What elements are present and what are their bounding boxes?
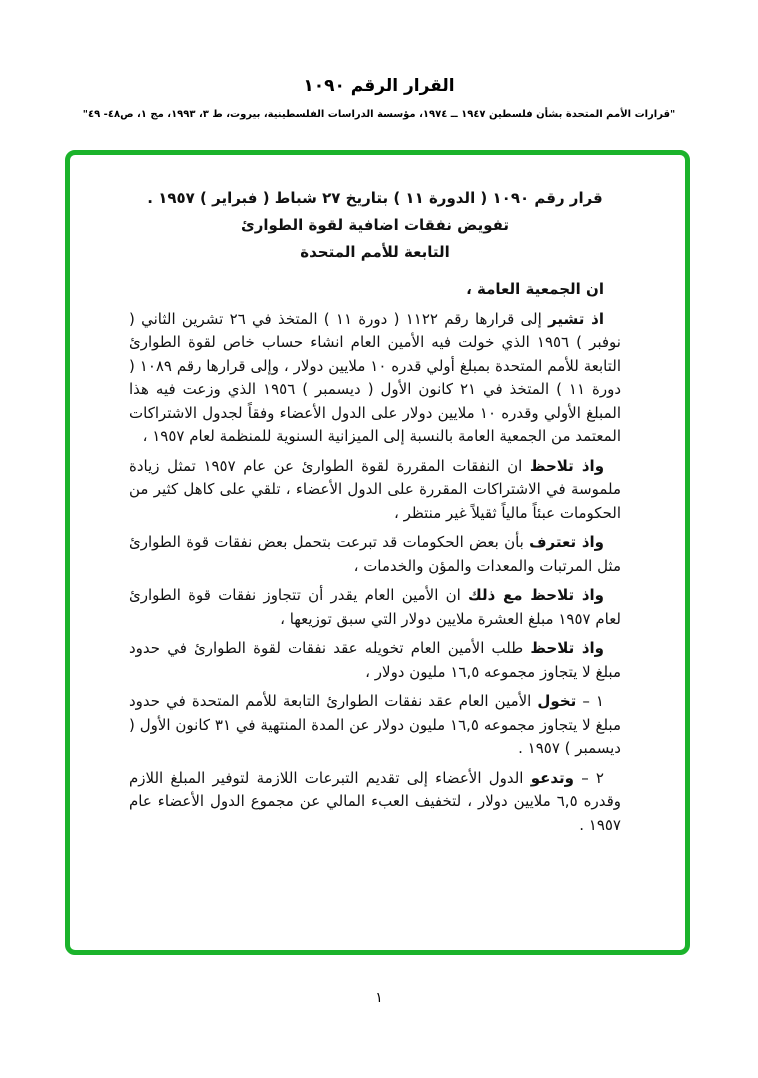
paragraph [129, 531, 621, 578]
paragraph-lead: واذ تلاحظ [530, 639, 605, 657]
paragraph-text: إلى قرارها رقم ١١٢٢ ( دورة ١١ ) المتخذ في ٢٦ تشرين الثاني ( نوفبر ) ١٩٥٦ الذي خولت فيه الأمين العام انشاء حساب خاص لقوة الطوارئ التابعة للأمم المتحدة بمبلغ أولي قدره ١٠ ملايين دولار ، وإلى قرارها رقم ١٠٨٩ ( دورة ١١ ) المتخذ في ٢١ كانون الأول ( ديسمبر ) ١٩٥٦ الذي وزعت فيه هذا المبلغ الأولي وقدره ١٠ ملايين دولار على الدول الأعضاء وفقاً لجدول الاشتراكات المعتمد من الجمعية العامة بالنسبة إلى الميزانية السنوية للمنظمة لعام ١٩٥٧ ، [129, 309, 622, 445]
resolution-content [129, 185, 621, 843]
item-number: ٢ – [581, 768, 604, 787]
item-number: ١ – [582, 692, 604, 710]
resolution-box [65, 150, 690, 955]
paragraph-lead: تخول [537, 692, 577, 710]
paragraph [129, 584, 621, 631]
paragraph-text: الأمين العام عقد نفقات الطوارئ التابعة للأمم المتحدة في حدود مبلغ لا يتجاوز مجموعه ١٦,٥ مليون دولار عن المدة المنتهية في ٣١ كانون الأول ( ديسمبر ) ١٩٥٧ . [129, 692, 621, 757]
numbered-item [129, 690, 621, 761]
paragraph-text: ان النفقات المقررة لقوة الطوارئ عن عام ١٩٥٧ تمثل زيادة ملموسة في الاشتراكات المقررة على الدول الأعضاء ، تلقي على كاهل كثير من الحكومات عبئاً مالياً ثقيلاً غير منتظر ، [129, 456, 621, 522]
paragraph-text: الدول الأعضاء إلى تقديم التبرعات اللازمة لتوفير المبلغ اللازم وقدره ٦,٥ ملايين دولار ، لتخفيف العبء المالي عن مجموع الدول الأعضاء عام ١٩٥٧ . [129, 768, 621, 834]
paragraph-text: بأن بعض الحكومات قد تبرعت بتحمل بعض نفقات قوة الطوارئ مثل المرتبات والمعدات والمؤن والخدمات ، [129, 533, 621, 575]
page-number: ١ [375, 990, 383, 1006]
paragraph [129, 637, 621, 684]
resolution-heading-line2: تفويض نفقات اضافية لقوة الطوارئ [240, 216, 510, 234]
resolution-heading-line3: التابعة للأمم المتحدة [300, 243, 450, 261]
resolution-heading-line1: قرار رقم ١٠٩٠ ( الدورة ١١ ) بتاريخ ٢٧ شباط ( فبراير ) ١٩٥٧ . [147, 189, 603, 207]
paragraph-lead: واذ تلاحظ مع ذلك [468, 586, 604, 604]
numbered-item [129, 767, 621, 838]
opening-line: ان الجمعية العامة ، [466, 280, 604, 298]
paragraph-lead: اذ تشير [548, 309, 605, 328]
paragraph [129, 308, 621, 449]
resolution-heading [129, 185, 621, 266]
paragraph [129, 455, 621, 526]
source-citation: "قرارات الأمم المتحدة بشأن فلسطين ١٩٤٧ ــ ١٩٧٤، مؤسسة الدراسات الفلسطينية، بيروت، ط ٣، ١٩٩٣، مج ١، ص٤٨- ٤٩" [82, 109, 676, 120]
page-title: القرار الرقم ١٠٩٠ [303, 76, 455, 96]
paragraph-lead: واذ تعترف [529, 533, 604, 551]
paragraph-lead: وتدعو [530, 768, 574, 787]
paragraph-text: طلب الأمين العام تخويله عقد نفقات لقوة الطوارئ في حدود مبلغ لا يتجاوز مجموعه ١٦,٥ مليون دولار ، [129, 639, 621, 681]
paragraph-lead: واذ تلاحظ [529, 456, 605, 475]
paragraph-text: ان الأمين العام يقدر أن تتجاوز نفقات قوة الطوارئ لعام ١٩٥٧ مبلغ العشرة ملايين دولار التي سبق توزيعها ، [129, 586, 621, 628]
